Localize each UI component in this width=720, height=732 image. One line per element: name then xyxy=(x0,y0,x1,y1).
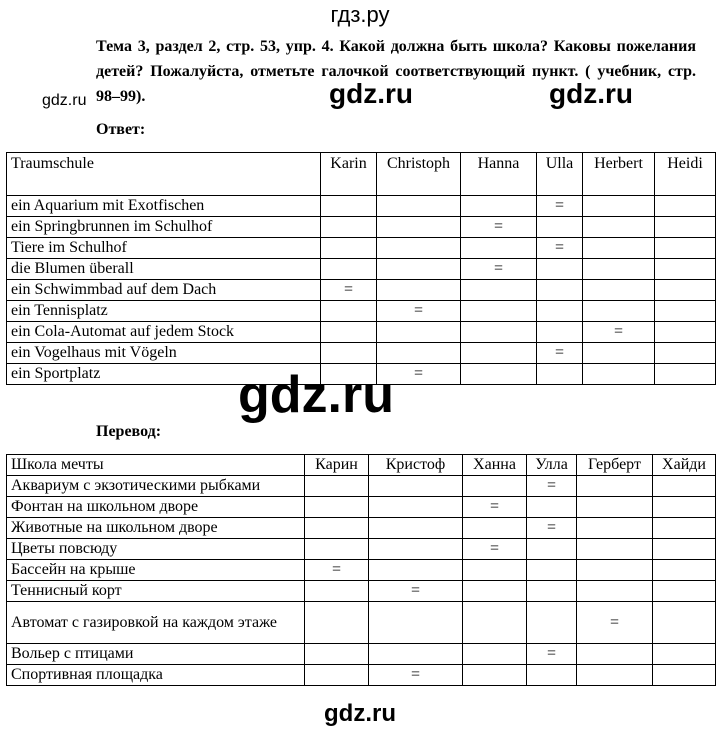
german-mark-cell xyxy=(461,280,537,301)
german-mark-cell xyxy=(583,280,655,301)
german-mark-cell: = xyxy=(583,322,655,343)
russian-mark-cell xyxy=(305,476,369,497)
german-mark-cell xyxy=(537,322,583,343)
russian-row-label: Фонтан на школьном дворе xyxy=(7,497,305,518)
german-mark-cell xyxy=(461,322,537,343)
german-table-row xyxy=(7,280,716,301)
german-mark-cell xyxy=(655,238,716,259)
russian-header-row xyxy=(7,455,716,476)
russian-row-label: Спортивная площадка xyxy=(7,665,305,686)
russian-mark-cell xyxy=(527,497,577,518)
german-mark-cell xyxy=(655,217,716,238)
russian-mark-cell xyxy=(577,497,653,518)
german-mark-cell xyxy=(461,196,537,217)
russian-mark-cell: = xyxy=(527,476,577,497)
russian-mark-cell: = xyxy=(577,602,653,644)
russian-mark-cell xyxy=(653,602,716,644)
watermark-middle-left: gdz.ru xyxy=(329,78,413,109)
russian-mark-cell xyxy=(369,539,463,560)
german-mark-cell: = xyxy=(537,238,583,259)
german-row-label: ein Cola-Automat auf jedem Stock xyxy=(7,322,321,343)
russian-mark-cell xyxy=(305,581,369,602)
german-mark-cell xyxy=(537,280,583,301)
russian-table-row xyxy=(7,518,716,539)
german-mark-cell: = xyxy=(537,343,583,364)
russian-table-row xyxy=(7,476,716,497)
russian-mark-cell xyxy=(463,665,527,686)
russian-header-cell: Герберт xyxy=(577,455,653,476)
german-mark-cell xyxy=(583,301,655,322)
russian-mark-cell xyxy=(527,539,577,560)
russian-mark-cell: = xyxy=(527,518,577,539)
watermark-small: gdz.ru xyxy=(42,92,87,109)
german-table-row xyxy=(7,343,716,364)
russian-mark-cell xyxy=(463,602,527,644)
german-header-cell: Herbert xyxy=(583,153,655,196)
russian-mark-cell xyxy=(369,497,463,518)
russian-header-cell: Хайди xyxy=(653,455,716,476)
german-mark-cell xyxy=(461,343,537,364)
russian-table xyxy=(6,454,716,686)
russian-header-cell: Улла xyxy=(527,455,577,476)
russian-mark-cell: = xyxy=(369,581,463,602)
watermark-middle-right: gdz.ru xyxy=(549,78,633,109)
german-row-label: die Blumen überall xyxy=(7,259,321,280)
german-mark-cell xyxy=(583,196,655,217)
russian-mark-cell xyxy=(527,560,577,581)
russian-mark-cell: = xyxy=(527,644,577,665)
german-table-row xyxy=(7,259,716,280)
russian-header-cell: Школа мечты xyxy=(7,455,305,476)
german-row-label: Tiere im Schulhof xyxy=(7,238,321,259)
german-header-cell: Karin xyxy=(321,153,377,196)
russian-row-label: Животные на школьном дворе xyxy=(7,518,305,539)
russian-mark-cell xyxy=(305,602,369,644)
german-table-row xyxy=(7,322,716,343)
german-mark-cell xyxy=(655,301,716,322)
russian-table-row xyxy=(7,581,716,602)
russian-mark-cell xyxy=(653,476,716,497)
german-mark-cell xyxy=(321,343,377,364)
german-mark-cell: = xyxy=(321,280,377,301)
russian-mark-cell xyxy=(305,497,369,518)
german-mark-cell xyxy=(655,280,716,301)
german-mark-cell xyxy=(583,238,655,259)
german-table-row xyxy=(7,196,716,217)
russian-mark-cell xyxy=(527,602,577,644)
russian-mark-cell xyxy=(577,644,653,665)
german-mark-cell xyxy=(321,217,377,238)
german-mark-cell xyxy=(377,343,461,364)
russian-header-cell: Ханна xyxy=(463,455,527,476)
watermark-bottom: gdz.ru xyxy=(324,700,396,727)
german-mark-cell xyxy=(655,322,716,343)
russian-mark-cell xyxy=(305,518,369,539)
german-row-label: ein Springbrunnen im Schulhof xyxy=(7,217,321,238)
german-mark-cell xyxy=(321,196,377,217)
german-mark-cell xyxy=(461,238,537,259)
german-mark-cell xyxy=(583,343,655,364)
russian-mark-cell: = xyxy=(463,539,527,560)
russian-header-cell: Кристоф xyxy=(369,455,463,476)
russian-mark-cell: = xyxy=(369,665,463,686)
russian-header-cell: Карин xyxy=(305,455,369,476)
russian-mark-cell xyxy=(369,560,463,581)
german-mark-cell xyxy=(377,280,461,301)
russian-mark-cell xyxy=(463,518,527,539)
german-mark-cell xyxy=(377,196,461,217)
russian-table-row xyxy=(7,560,716,581)
russian-row-label: Аквариум с экзотическими рыбками xyxy=(7,476,305,497)
german-mark-cell xyxy=(461,301,537,322)
russian-mark-cell xyxy=(305,644,369,665)
german-row-label: ein Tennisplatz xyxy=(7,301,321,322)
task-text: Тема 3, раздел 2, стр. 53, упр. 4. Какой должна быть школа? Каковы пожелания детей? Пожалуйста, отметьте галочкой соответствующий пункт. ( учебник, стр. 98–99). xyxy=(96,38,696,105)
german-mark-cell xyxy=(321,322,377,343)
russian-row-label: Вольер с птицами xyxy=(7,644,305,665)
german-row-label: ein Aquarium mit Exotfischen xyxy=(7,196,321,217)
russian-mark-cell xyxy=(369,518,463,539)
german-mark-cell xyxy=(537,301,583,322)
russian-mark-cell xyxy=(577,476,653,497)
russian-mark-cell xyxy=(577,518,653,539)
german-mark-cell xyxy=(537,364,583,385)
russian-mark-cell xyxy=(527,581,577,602)
russian-mark-cell xyxy=(305,665,369,686)
russian-mark-cell xyxy=(463,560,527,581)
russian-mark-cell xyxy=(653,518,716,539)
watermark-top: гдз.ру xyxy=(330,2,390,27)
german-row-label: ein Schwimmbad auf dem Dach xyxy=(7,280,321,301)
german-table-row xyxy=(7,238,716,259)
german-mark-cell xyxy=(377,259,461,280)
russian-mark-cell: = xyxy=(305,560,369,581)
german-header-cell: Ulla xyxy=(537,153,583,196)
russian-mark-cell xyxy=(463,581,527,602)
russian-mark-cell: = xyxy=(463,497,527,518)
russian-mark-cell xyxy=(577,665,653,686)
german-mark-cell xyxy=(655,196,716,217)
russian-row-label: Автомат с газировкой на каждом этаже xyxy=(7,602,305,644)
russian-mark-cell xyxy=(653,560,716,581)
russian-mark-cell xyxy=(305,539,369,560)
german-mark-cell: = xyxy=(537,196,583,217)
german-mark-cell: = xyxy=(461,259,537,280)
russian-mark-cell xyxy=(369,602,463,644)
russian-mark-cell xyxy=(577,539,653,560)
russian-mark-cell xyxy=(653,497,716,518)
watermark-large: gdz.ru xyxy=(238,366,394,424)
russian-mark-cell xyxy=(653,665,716,686)
german-header-row xyxy=(7,153,716,196)
german-mark-cell xyxy=(655,343,716,364)
russian-mark-cell xyxy=(653,644,716,665)
russian-mark-cell xyxy=(577,581,653,602)
russian-mark-cell xyxy=(577,560,653,581)
russian-table-row xyxy=(7,665,716,686)
german-mark-cell xyxy=(655,364,716,385)
german-mark-cell xyxy=(537,217,583,238)
german-mark-cell xyxy=(377,217,461,238)
russian-mark-cell xyxy=(369,476,463,497)
german-mark-cell xyxy=(321,259,377,280)
german-mark-cell xyxy=(583,217,655,238)
answer-label: Ответ: xyxy=(96,121,146,138)
russian-row-label: Бассейн на крыше xyxy=(7,560,305,581)
german-mark-cell: = xyxy=(461,217,537,238)
german-table xyxy=(6,152,716,385)
russian-mark-cell xyxy=(527,665,577,686)
german-mark-cell xyxy=(377,238,461,259)
german-header-cell: Heidi xyxy=(655,153,716,196)
german-row-label: ein Sportplatz xyxy=(7,364,321,385)
german-mark-cell xyxy=(537,259,583,280)
german-table-row xyxy=(7,217,716,238)
german-mark-cell xyxy=(583,259,655,280)
german-mark-cell xyxy=(377,322,461,343)
russian-row-label: Теннисный корт xyxy=(7,581,305,602)
german-mark-cell: = xyxy=(377,364,461,385)
german-mark-cell xyxy=(583,364,655,385)
russian-table-row xyxy=(7,644,716,665)
russian-table-row xyxy=(7,539,716,560)
russian-table-row xyxy=(7,497,716,518)
german-mark-cell xyxy=(655,259,716,280)
german-mark-cell xyxy=(461,364,537,385)
german-header-cell: Traumschule xyxy=(7,153,321,196)
russian-mark-cell xyxy=(463,476,527,497)
german-row-label: ein Vogelhaus mit Vögeln xyxy=(7,343,321,364)
russian-mark-cell xyxy=(653,539,716,560)
german-mark-cell xyxy=(321,238,377,259)
russian-mark-cell xyxy=(369,644,463,665)
german-mark-cell xyxy=(321,301,377,322)
german-header-cell: Hanna xyxy=(461,153,537,196)
russian-table-row xyxy=(7,602,716,644)
german-mark-cell: = xyxy=(377,301,461,322)
russian-row-label: Цветы повсюду xyxy=(7,539,305,560)
russian-mark-cell xyxy=(463,644,527,665)
translation-label: Перевод: xyxy=(96,423,162,440)
german-table-row xyxy=(7,301,716,322)
russian-mark-cell xyxy=(653,581,716,602)
german-header-cell: Christoph xyxy=(377,153,461,196)
